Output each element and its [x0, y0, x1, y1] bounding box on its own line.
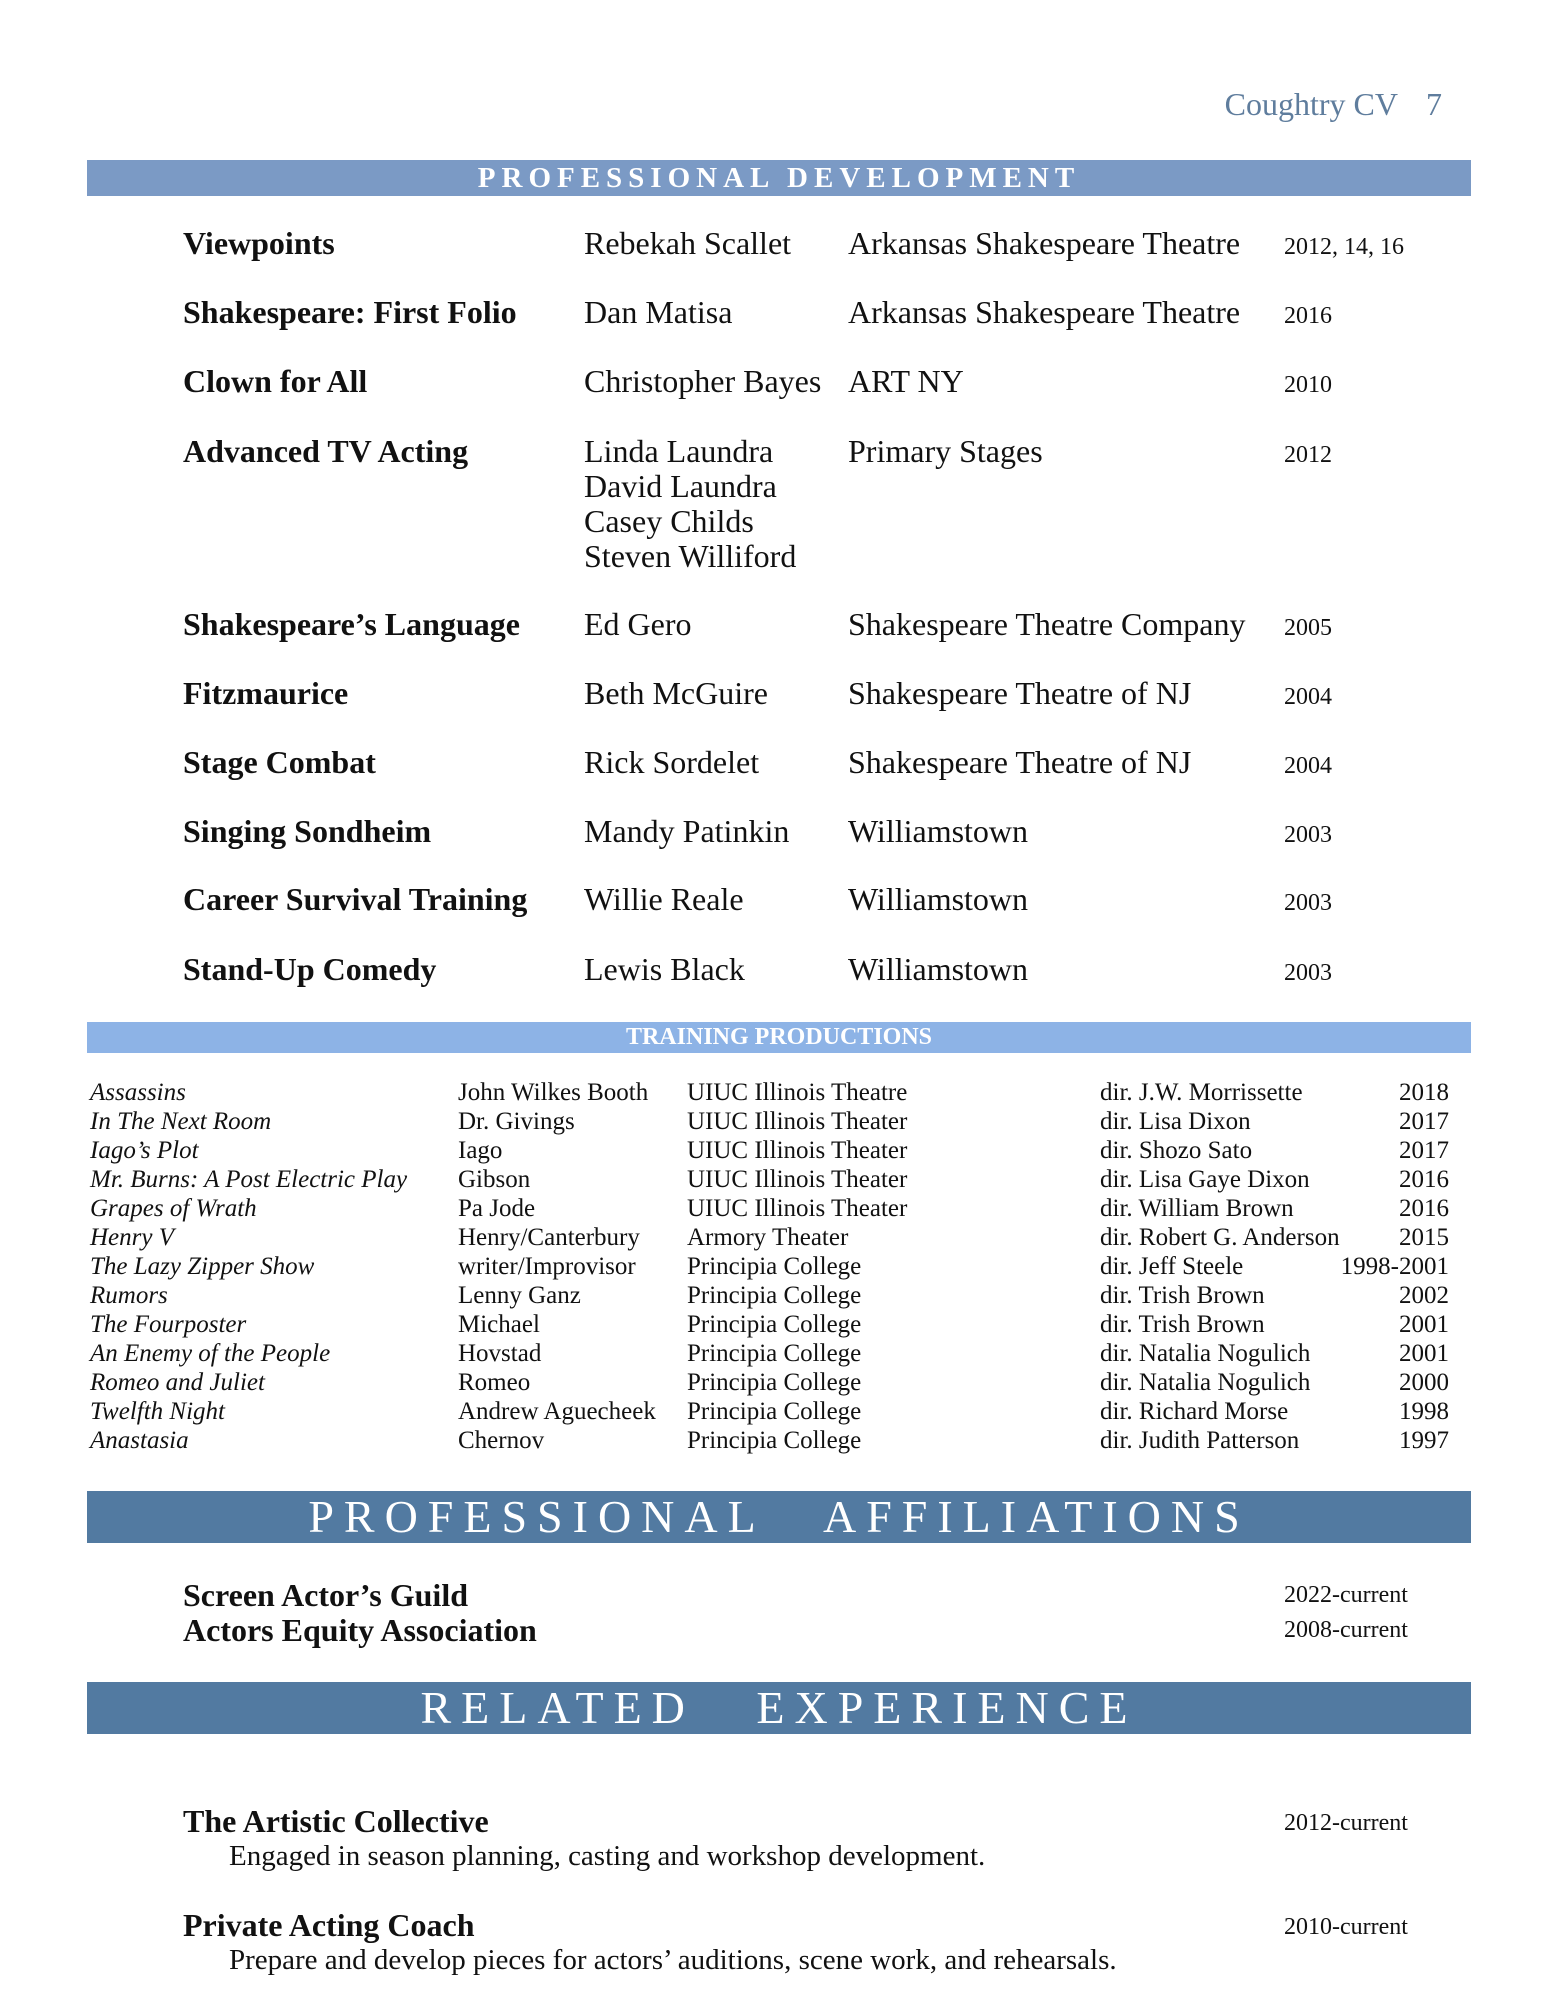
experience-item	[183, 1804, 1433, 1874]
production-row	[90, 1165, 1474, 1194]
course-year: 2016	[1284, 303, 1332, 329]
venue-name: Shakespeare Theatre of NJ	[848, 744, 1192, 780]
section-heading-professional-development: PROFESSIONAL DEVELOPMENT	[87, 160, 1471, 196]
production-year: 2001	[1399, 1311, 1449, 1338]
experience-item	[183, 1908, 1433, 1978]
venue-name: Williamstown	[848, 881, 1029, 917]
production-role: Chernov	[458, 1427, 545, 1454]
production-title: In The Next Room	[90, 1108, 272, 1135]
production-role: John Wilkes Booth	[458, 1079, 649, 1106]
production-role: Gibson	[458, 1166, 531, 1193]
venue-name: Primary Stages	[848, 433, 1043, 469]
production-venue: UIUC Illinois Theater	[687, 1137, 908, 1164]
venue-name: Arkansas Shakespeare Theatre	[848, 225, 1241, 261]
production-year: 2016	[1399, 1195, 1449, 1222]
production-venue: Principia College	[687, 1253, 862, 1280]
production-director: dir. Shozo Sato	[1100, 1137, 1253, 1164]
production-row	[90, 1136, 1474, 1165]
section-heading-professional-affiliations: PROFESSIONAL AFFILIATIONS	[87, 1491, 1471, 1543]
production-venue: Principia College	[687, 1311, 862, 1338]
affiliations-list	[183, 1578, 1433, 1648]
production-director: dir. Robert G. Anderson	[1100, 1224, 1340, 1251]
production-role: Hovstad	[458, 1340, 542, 1367]
related-experience-list	[183, 1804, 1433, 2012]
venue-name: Shakespeare Theatre of NJ	[848, 675, 1192, 711]
production-director: dir. J.W. Morrissette	[1100, 1079, 1303, 1106]
production-year: 2016	[1399, 1166, 1449, 1193]
section-heading-related-experience: RELATED EXPERIENCE	[87, 1682, 1471, 1734]
production-role: Lenny Ganz	[458, 1282, 581, 1309]
production-role: Romeo	[458, 1369, 531, 1396]
production-title: Romeo and Juliet	[90, 1369, 265, 1396]
production-title: Twelfth Night	[90, 1398, 225, 1425]
production-year: 1998-2001	[1340, 1253, 1449, 1280]
production-director: dir. Trish Brown	[1100, 1282, 1265, 1309]
production-year: 2001	[1399, 1340, 1449, 1367]
production-row	[90, 1107, 1474, 1136]
production-title: The Lazy Zipper Show	[90, 1253, 315, 1280]
production-title: Mr. Burns: A Post Electric Play	[90, 1166, 408, 1193]
production-venue: Principia College	[687, 1398, 862, 1425]
production-row	[90, 1368, 1474, 1397]
teacher-name: Beth McGuire	[584, 675, 768, 711]
production-role: Andrew Aguecheek	[458, 1398, 656, 1425]
affiliation-name: Screen Actor’s Guild	[183, 1577, 468, 1613]
course-name: Fitzmaurice	[183, 675, 349, 711]
teacher-name: Christopher Bayes	[584, 363, 822, 399]
production-role: Pa Jode	[458, 1195, 536, 1222]
experience-dates: 2010-current	[1284, 1914, 1408, 1940]
production-year: 2017	[1399, 1108, 1449, 1135]
header-title: Coughtry CV	[1224, 86, 1398, 122]
production-row	[90, 1281, 1474, 1310]
production-venue: Principia College	[687, 1340, 862, 1367]
affiliation-dates: 2008-current	[1284, 1617, 1408, 1643]
training-productions-list	[90, 1078, 1474, 1455]
production-year: 2018	[1399, 1079, 1449, 1106]
running-header	[1225, 86, 1442, 123]
production-year: 2017	[1399, 1137, 1449, 1164]
production-venue: Armory Theater	[687, 1224, 849, 1251]
production-director: dir. Trish Brown	[1100, 1311, 1265, 1338]
production-row	[90, 1252, 1474, 1281]
course-year: 2003	[1284, 960, 1332, 986]
production-title: Anastasia	[90, 1427, 189, 1454]
course-year: 2005	[1284, 615, 1332, 641]
production-year: 2015	[1399, 1224, 1449, 1251]
production-title: Henry V	[90, 1224, 174, 1251]
production-year: 2000	[1399, 1369, 1449, 1396]
production-role: Michael	[458, 1311, 540, 1338]
production-row	[90, 1078, 1474, 1107]
production-director: dir. Natalia Nogulich	[1100, 1369, 1311, 1396]
production-venue: UIUC Illinois Theater	[687, 1108, 908, 1135]
production-title: Rumors	[90, 1282, 168, 1309]
section-heading-training-productions: TRAINING PRODUCTIONS	[87, 1022, 1471, 1053]
production-role: Iago	[458, 1137, 503, 1164]
production-role: writer/Improvisor	[458, 1253, 636, 1280]
teacher-name: Willie Reale	[584, 881, 744, 917]
teacher-name: Ed Gero	[584, 606, 692, 642]
teacher-name: Rebekah Scallet	[584, 225, 792, 261]
production-director: dir. Natalia Nogulich	[1100, 1340, 1311, 1367]
course-year: 2003	[1284, 822, 1332, 848]
production-row	[90, 1310, 1474, 1339]
production-director: dir. Richard Morse	[1100, 1398, 1289, 1425]
teacher-name: Lewis Black	[584, 951, 745, 987]
course-year: 2004	[1284, 684, 1332, 710]
teacher-name: Dan Matisa	[584, 294, 733, 330]
production-year: 2002	[1399, 1282, 1449, 1309]
page-number: 7	[1426, 86, 1442, 122]
course-name: Stage Combat	[183, 744, 376, 780]
production-director: dir. Lisa Dixon	[1100, 1108, 1251, 1135]
production-row	[90, 1397, 1474, 1426]
production-venue: UIUC Illinois Theater	[687, 1195, 908, 1222]
course-year: 2012	[1284, 442, 1332, 468]
production-role: Dr. Givings	[458, 1108, 575, 1135]
course-year: 2010	[1284, 372, 1332, 398]
production-director: dir. William Brown	[1100, 1195, 1294, 1222]
production-year: 1998	[1399, 1398, 1449, 1425]
venue-name: Arkansas Shakespeare Theatre	[848, 294, 1241, 330]
venue-name: ART NY	[848, 363, 964, 399]
production-venue: UIUC Illinois Theatre	[687, 1079, 908, 1106]
affiliation-name: Actors Equity Association	[183, 1612, 537, 1648]
production-title: An Enemy of the People	[90, 1340, 331, 1367]
production-row	[90, 1223, 1474, 1252]
production-role: Henry/Canterbury	[458, 1224, 640, 1251]
course-name: Advanced TV Acting	[183, 433, 469, 469]
production-director: dir. Jeff Steele	[1100, 1253, 1244, 1280]
experience-description: Prepare and develop pieces for actors’ auditions, scene work, and rehearsals.	[229, 1944, 1117, 1976]
production-row	[90, 1194, 1474, 1223]
production-venue: Principia College	[687, 1427, 862, 1454]
course-name: Shakespeare: First Folio	[183, 294, 517, 330]
affiliation-dates: 2022-current	[1284, 1582, 1408, 1608]
production-title: Grapes of Wrath	[90, 1195, 257, 1222]
course-name: Singing Sondheim	[183, 813, 432, 849]
experience-description: Engaged in season planning, casting and workshop development.	[229, 1840, 986, 1872]
production-title: Assassins	[90, 1079, 186, 1106]
affiliation-row	[183, 1578, 1433, 1613]
experience-dates: 2012-current	[1284, 1810, 1408, 1836]
course-name: Shakespeare’s Language	[183, 606, 520, 642]
course-year: 2012, 14, 16	[1284, 234, 1404, 260]
venue-name: Shakespeare Theatre Company	[848, 606, 1246, 642]
experience-name: Private Acting Coach	[183, 1907, 475, 1943]
teacher-name: Linda Laundra David Laundra Casey Childs Steven Williford	[584, 433, 797, 574]
course-name: Viewpoints	[183, 225, 335, 261]
production-venue: UIUC Illinois Theater	[687, 1166, 908, 1193]
production-title: The Fourposter	[90, 1311, 247, 1338]
teacher-name: Rick Sordelet	[584, 744, 760, 780]
course-year: 2004	[1284, 753, 1332, 779]
venue-name: Williamstown	[848, 813, 1029, 849]
production-row	[90, 1426, 1474, 1455]
venue-name: Williamstown	[848, 951, 1029, 987]
production-title: Iago’s Plot	[90, 1137, 199, 1164]
experience-name: The Artistic Collective	[183, 1803, 489, 1839]
course-name: Career Survival Training	[183, 881, 528, 917]
production-row	[90, 1339, 1474, 1368]
course-year: 2003	[1284, 890, 1332, 916]
production-director: dir. Lisa Gaye Dixon	[1100, 1166, 1310, 1193]
production-year: 1997	[1399, 1427, 1449, 1454]
teacher-name: Mandy Patinkin	[584, 813, 790, 849]
course-name: Stand-Up Comedy	[183, 951, 437, 987]
production-director: dir. Judith Patterson	[1100, 1427, 1300, 1454]
production-venue: Principia College	[687, 1282, 862, 1309]
production-venue: Principia College	[687, 1369, 862, 1396]
affiliation-row	[183, 1613, 1433, 1648]
course-name: Clown for All	[183, 363, 368, 399]
